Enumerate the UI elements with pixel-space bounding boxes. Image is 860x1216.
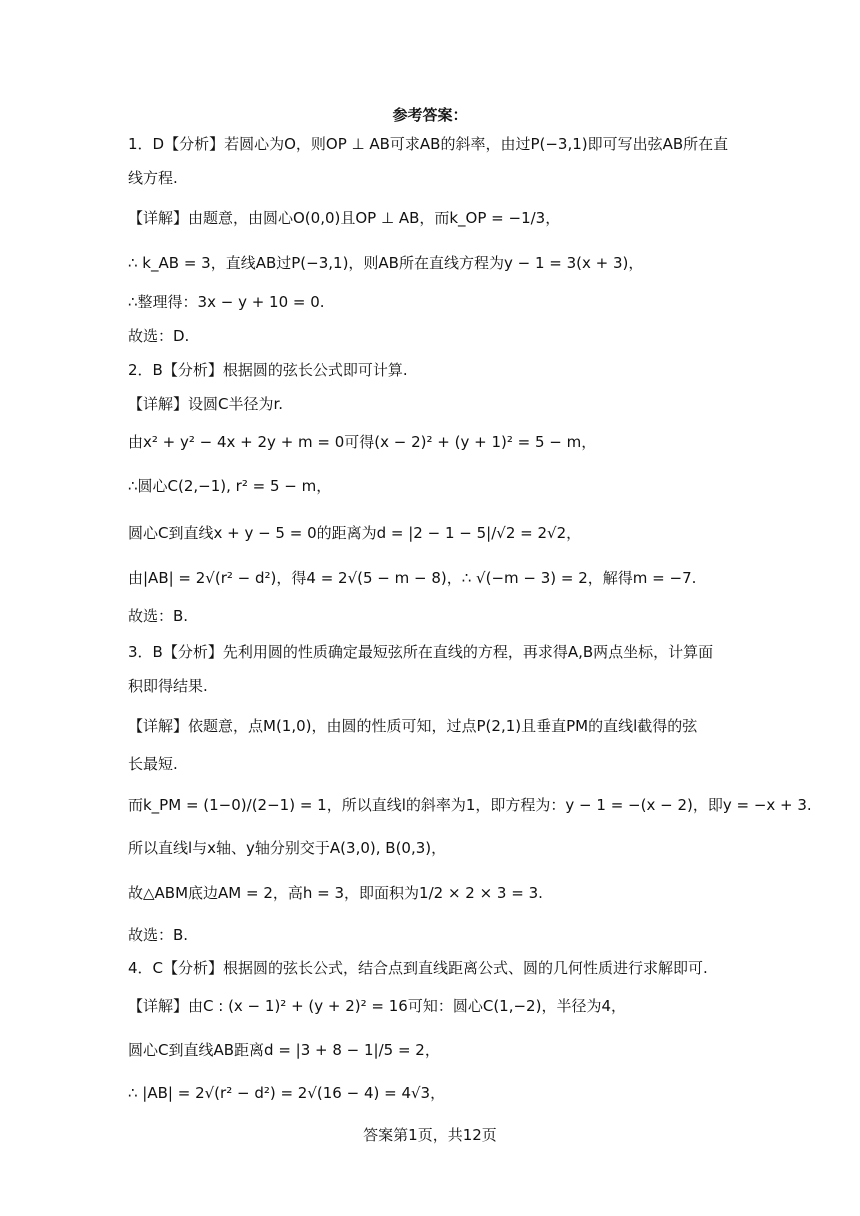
text-line: 故选：B. xyxy=(128,926,189,944)
text-line: 3．B【分析】先利用圆的性质确定最短弦所在直线的方程，再求得A,B两点坐标，计算面 xyxy=(128,643,714,661)
text-line: 【详解】设圆C半径为r. xyxy=(128,395,284,413)
text-line: ∴ |AB| = 2√(r² − d²) = 2√(16 − 4) = 4√3， xyxy=(128,1084,446,1102)
text-line: ∴圆心C(2,−1), r² = 5 − m， xyxy=(128,477,332,495)
page-footer: 答案第1页，共12页 xyxy=(363,1126,497,1144)
text-line: 故△ABM底边AM = 2，高h = 3，即面积为1/2 × 2 × 3 = 3. xyxy=(128,884,543,902)
text-line: ∴整理得：3x − y + 10 = 0. xyxy=(128,293,325,311)
text-line: 【详解】由C : (x − 1)² + (y + 2)² = 16可知：圆心C(1,−2)，半径为4， xyxy=(128,997,626,1015)
text-line: 由x² + y² − 4x + 2y + m = 0可得(x − 2)² + (y + 1)² = 5 − m， xyxy=(128,433,597,451)
text-line: 故选：D. xyxy=(128,327,190,345)
text-line: 积即得结果. xyxy=(128,677,208,695)
text-line: 所以直线l与x轴、y轴分别交于A(3,0), B(0,3)， xyxy=(128,839,447,857)
text-line: 故选：B. xyxy=(128,607,189,625)
text-line: 线方程. xyxy=(128,169,178,187)
text-line: 由|AB| = 2√(r² − d²)，得4 = 2√(5 − m − 8)，∴ √(−m − 3) = 2，解得m = −7. xyxy=(128,569,697,587)
text-line: 2．B【分析】根据圆的弦长公式即可计算. xyxy=(128,361,408,379)
text-line: 圆心C到直线AB距离d = |3 + 8 − 1|/5 = 2， xyxy=(128,1041,440,1059)
text-line: ∴ k_AB = 3，直线AB过P(−3,1)，则AB所在直线方程为y − 1 = 3(x + 3)， xyxy=(128,254,644,272)
text-line: 长最短. xyxy=(128,755,178,773)
page-title: 参考答案： xyxy=(392,106,468,124)
text-line: 【详解】依题意，点M(1,0)，由圆的性质可知，过点P(2,1)且垂直PM的直线l截得的弦 xyxy=(128,717,698,735)
text-line: 【详解】由题意，由圆心O(0,0)且OP ⊥ AB，而k_OP = −1/3， xyxy=(128,209,561,227)
text-line: 4．C【分析】根据圆的弦长公式，结合点到直线距离公式、圆的几何性质进行求解即可. xyxy=(128,959,708,977)
text-line: 1．D【分析】若圆心为O，则OP ⊥ AB可求AB的斜率，由过P(−3,1)即可写出弦AB所在直 xyxy=(128,135,729,153)
text-line: 而k_PM = (1−0)/(2−1) = 1，所以直线l的斜率为1，即方程为：y − 1 = −(x − 2)，即y = −x + 3. xyxy=(128,796,812,814)
text-line: 圆心C到直线x + y − 5 = 0的距离为d = |2 − 1 − 5|/√2 = 2√2， xyxy=(128,524,582,542)
